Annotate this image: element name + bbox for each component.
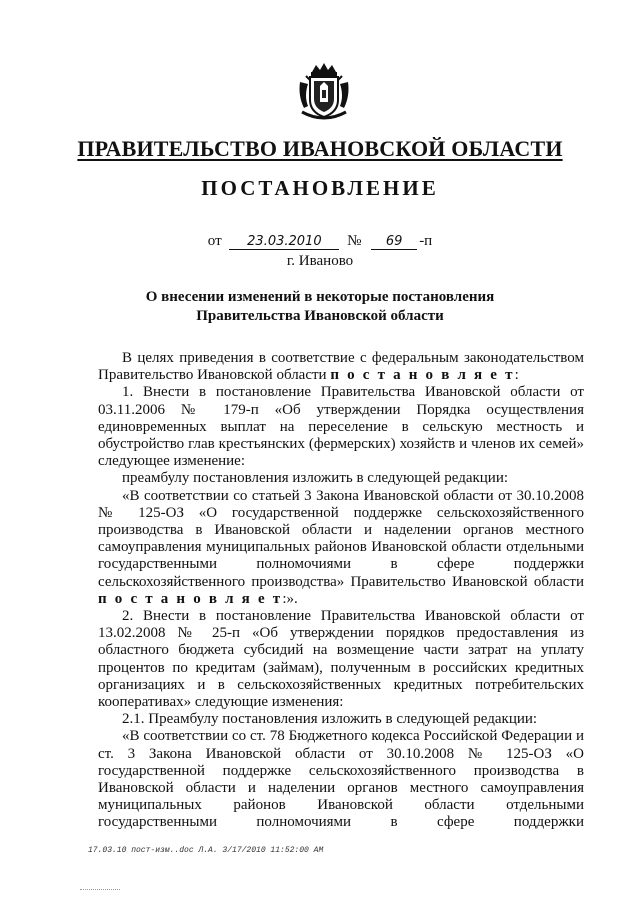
subject-line-2: Правительства Ивановской области bbox=[196, 308, 444, 324]
date-handwritten: 23.03.2010 bbox=[229, 234, 339, 250]
paragraph-preamble: В целях приведения в соответствие с федеральным законодательством Правительство Ивановской области п о с т а н о в л я е т: bbox=[98, 350, 584, 384]
paragraph-item-2-1-quote: «В соответствии со ст. 78 Бюджетного кодекса Российской Федерации и ст. 3 Закона Ивановской области от 30.10.2008 № 125-ОЗ «О государственной поддержке сельскохозяйственного производства в Ивановской области и наделении органов местного самоуправления муниципальных районов Ивановской области отдельными государственными полномочиями в сфере поддержки bbox=[98, 728, 584, 831]
paragraph-item-1-instruction: преамбулу постановления изложить в следующей редакции: bbox=[122, 470, 509, 487]
file-footer: 17.03.10 пост-изм..doc Л.А. 3/17/2010 11:52:00 AM bbox=[88, 846, 324, 855]
date-number-line bbox=[0, 233, 640, 250]
date-prefix: от bbox=[207, 233, 222, 249]
paragraph-item-2: 2. Внести в постановление Правительства Ивановской области от 13.02.2008 № 25-п «Об утверждении порядков предоставления из областного бюджета субсидий на возмещение части затрат на уплату процентов по кредитам (займам), полученным в российских кредитных организациях и в сельскохозяйственных кредитных потребительских кооперативах» следующие изменения: bbox=[98, 608, 584, 711]
bottom-scan-mark bbox=[80, 889, 120, 892]
subject-line-1: О внесении изменений в некоторые постановления bbox=[145, 289, 495, 305]
coat-of-arms-emblem bbox=[296, 62, 352, 124]
city-line: г. Иваново bbox=[286, 253, 354, 269]
government-title: ПРАВИТЕЛЬСТВО ИВАНОВСКОЙ ОБЛАСТИ bbox=[77, 136, 563, 161]
document-body bbox=[98, 350, 584, 832]
paragraph-item-2-1: 2.1. Преамбулу постановления изложить в следующей редакции: bbox=[122, 711, 538, 728]
number-handwritten: 69 bbox=[371, 234, 417, 250]
number-suffix: -п bbox=[419, 233, 433, 249]
paragraph-item-1: 1. Внести в постановление Правительства Ивановской области от 03.11.2006 № 179-п «Об утверждении Порядка осуществления единовременных выплат на переселение в сельскую местность и обустройство глав крестьянских (фермерских) хозяйств и членов их семей» следующее изменение: bbox=[98, 384, 584, 470]
number-prefix: № bbox=[347, 233, 362, 249]
document-subject bbox=[0, 288, 640, 326]
paragraph-item-1-quote: «В соответствии со статьей 3 Закона Ивановской области от 30.10.2008 № 125-ОЗ «О государственной поддержке сельскохозяйственного производства в Ивановской области и наделении органов местного самоуправления муниципальных районов Ивановской области отдельными государственными полномочиями в сфере поддержки сельскохозяйственного производства» Правительство Ивановской области п о с т а н о в л я е т:». bbox=[98, 487, 584, 607]
document-type-heading: ПОСТАНОВЛЕНИЕ bbox=[201, 176, 439, 200]
